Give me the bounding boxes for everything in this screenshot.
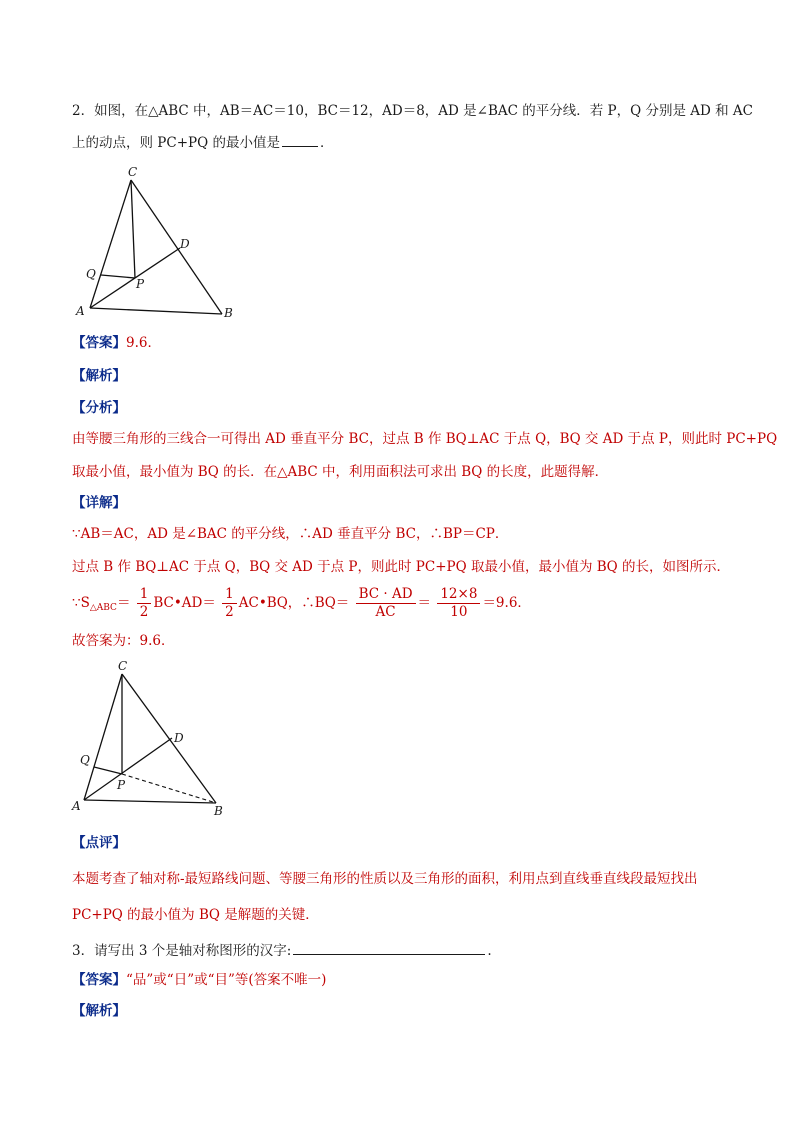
fig2-label-b: B [214,804,223,818]
xiangjie-tag: 【详解】 [72,495,126,511]
formula-result: ＝9.6． [482,595,531,611]
q3-answer-value: “品”或“日”或“目”等(答案不唯一) [126,972,327,988]
formula-term1: BC•AD＝ [153,595,216,611]
fig2-segment-pb-dashed [122,774,216,803]
formula-sub: △ABC [89,603,117,613]
q3-end: . [487,943,492,959]
answer-value: 9.6． [126,335,161,351]
side-ab [90,308,222,314]
segment-pq [101,275,135,278]
dianping-line2: PC+PQ 的最小值为 BQ 是解题的关键． [72,907,319,923]
fenxi-line1: 由等腰三角形的三线合一可得出 AD 垂直平分 BC，过点 B 作 BQ⊥AC 于点 Q，BQ 交 AD 于点 P，则此时 PC+PQ [72,431,778,447]
formula-prefix: ∵S [72,595,90,611]
fraction-value: $\frac{12\times 8}{10}$ [437,586,480,621]
fig2-segment-pq [94,767,122,774]
label-b: B [224,306,233,320]
formula-eq: ＝ [116,595,131,611]
label-p: P [136,277,145,291]
fraction-half-1: $\frac{1}{2}$ [137,586,152,621]
fig2-label-p: P [117,778,126,792]
dianping-line1: 本题考查了轴对称-最短路线问题、等腰三角形的性质以及三角形的面积，利用点到直线垂直线段最短找出 [72,871,698,887]
fig2-side-ab [84,800,216,803]
label-a: A [76,304,85,318]
label-d: D [180,237,190,251]
q2-line2 [72,133,333,153]
segment-cp [131,180,135,278]
q3-answer-blank [293,942,485,955]
label-q: Q [86,267,96,281]
q3-answer-tag: 【答案】 [72,972,126,988]
q3-line1 [72,941,492,961]
formula-eq2: ＝ [417,595,432,611]
q2-line2-text: 上的动点，则 PC+PQ 的最小值是 [72,135,280,151]
dianping-tag: 【点评】 [72,835,126,851]
q3-text: 3．请写出 3 个是轴对称图形的汉字: [72,943,292,959]
answer-blank [282,134,318,147]
answer-tag: 【答案】 [72,335,126,351]
figure-1 [68,160,248,325]
analysis-tag: 【解析】 [72,368,126,384]
fig2-label-a: A [72,799,81,813]
side-cb [131,180,222,314]
fig2-label-q: Q [80,753,90,767]
q2-line2-end: ． [319,135,334,151]
fenxi-line2: 取最小值，最小值为 BQ 的长．在△ABC 中，利用面积法可求出 BQ 的长度，此题得解． [72,464,609,480]
fig2-segment-ad [84,738,172,800]
side-ac [90,180,131,308]
q3-analysis-tag: 【解析】 [72,1003,126,1019]
xiangjie-line1: ∵AB＝AC，AD 是∠BAC 的平分线，∴AD 垂直平分 BC，∴BP＝CP． [72,526,509,542]
xiangjie-line2: 过点 B 作 BQ⊥AC 于点 Q，BQ 交 AD 于点 P，则此时 PC+PQ 取最小值，最小值为 BQ 的长，如图所示． [72,559,731,575]
q2-line1: 2．如图，在△ABC 中，AB＝AC＝10，BC＝12，AD＝8，AD 是∠BAC 的平分线．若 P，Q 分别是 AD 和 AC [72,103,754,119]
final-answer: 故答案为：9.6． [72,633,175,649]
fenxi-tag: 【分析】 [72,400,126,416]
fraction-bq: $\frac{BC \cdot AD}{AC}$ [356,586,416,621]
area-formula [72,585,531,626]
fig2-label-d: D [174,731,184,745]
figure-2 [64,654,234,820]
fraction-half-2: $\frac{1}{2}$ [222,586,237,621]
fig2-label-c: C [118,659,128,673]
formula-term2: AC•BQ，∴BQ＝ [238,595,350,611]
fig2-side-cb [122,674,216,803]
label-c: C [128,165,138,179]
answer-row [72,333,161,353]
q3-answer-row [72,970,326,990]
